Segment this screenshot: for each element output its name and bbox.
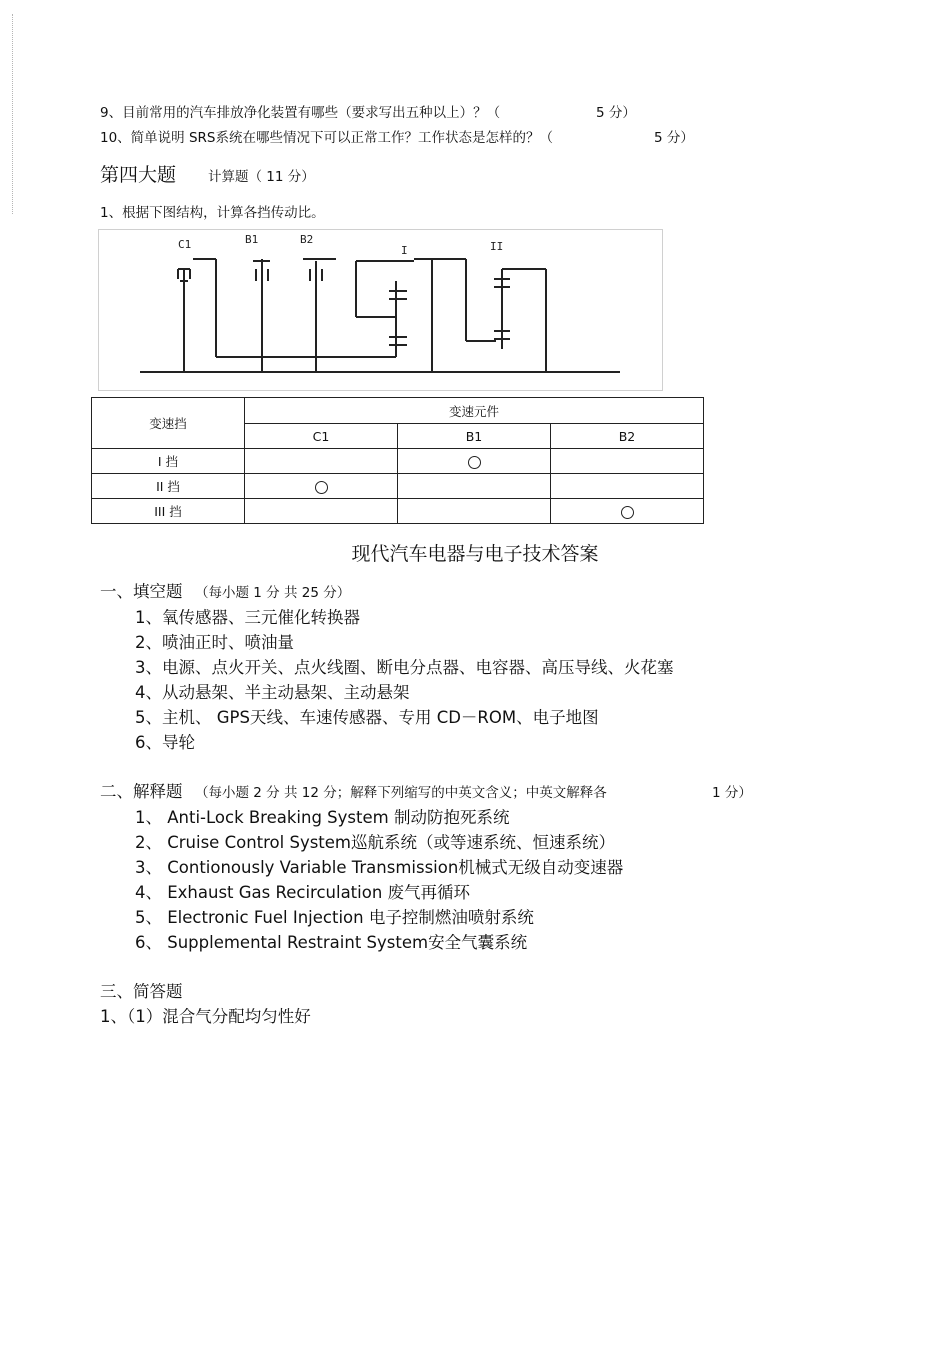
page-edge-line: [12, 14, 13, 214]
table-row: [92, 449, 704, 474]
table-row: [92, 474, 704, 499]
question-10-points: 5 分）: [654, 130, 694, 146]
list-item: 4、从动悬架、半主动悬架、主动悬架: [135, 683, 410, 702]
section4-question-1: 1、根据下图结构，计算各挡传动比。: [100, 205, 325, 221]
mark-cell: [551, 449, 704, 474]
question-10: 10、简单说明 SRS系统在哪些情况下可以正常工作？工作状态是怎样的？（: [100, 130, 553, 146]
diagram-label-i: I: [401, 244, 408, 257]
part2-note: （每小题 2 分 共 12 分；解释下列缩写的中英文含义；中英文解释各: [195, 785, 607, 801]
question-9-points: 5 分）: [596, 105, 636, 121]
diagram-label-b2: B2: [300, 233, 314, 246]
gear-label: III 挡: [92, 499, 245, 524]
col-header-b1: B1: [398, 424, 551, 449]
mark-cell: [398, 499, 551, 524]
list-item: 6、 Supplemental Restraint System安全气囊系统: [135, 933, 528, 952]
gear-label: II 挡: [92, 474, 245, 499]
mark-cell: [398, 474, 551, 499]
engaged-circle-icon: [315, 481, 328, 494]
col-header-b2: B2: [551, 424, 704, 449]
table-row: [92, 499, 704, 524]
mark-cell: [551, 499, 704, 524]
list-item: 4、 Exhaust Gas Recirculation 废气再循环: [135, 883, 471, 902]
diagram-label-c1: C1: [178, 238, 192, 251]
table-row-header: 变速挡: [92, 398, 245, 449]
part1-heading: 一、填空题: [100, 582, 183, 601]
list-item: 3、电源、点火开关、点火线圈、断电分点器、电容器、高压导线、火花塞: [135, 658, 674, 677]
gear-label: I 挡: [92, 449, 245, 474]
list-item: 1、 Anti-Lock Breaking System 制动防抱死系统: [135, 808, 510, 827]
list-item: 6、导轮: [135, 733, 195, 752]
answer-title: 现代汽车电器与电子技术答案: [351, 543, 599, 565]
question-9: 9、目前常用的汽车排放净化装置有哪些（要求写出五种以上）？（: [100, 105, 501, 121]
section4-title: 第四大题: [100, 164, 177, 186]
gear-table: [91, 397, 704, 524]
col-header-c1: C1: [245, 424, 398, 449]
mark-cell: [551, 474, 704, 499]
list-item: 2、 Cruise Control System巡航系统（或等速系统、恒速系统）: [135, 833, 615, 852]
part3-answer-1: 1、（1）混合气分配均匀性好: [100, 1007, 311, 1026]
section4-subtitle: 计算题（ 11 分）: [208, 169, 315, 185]
list-item: 5、主机、 GPS天线、车速传感器、专用 CD－ROM、电子地图: [135, 708, 599, 727]
part3-heading: 三、简答题: [100, 982, 183, 1001]
diagram-label-ii: II: [490, 240, 504, 253]
list-item: 3、 Contionously Variable Transmission机械式无级自动变速器: [135, 858, 624, 877]
list-item: 2、喷油正时、喷油量: [135, 633, 294, 652]
part1-note: （每小题 1 分 共 25 分）: [195, 585, 351, 601]
transmission-diagram: [98, 229, 664, 392]
mark-cell: [245, 499, 398, 524]
engaged-circle-icon: [621, 506, 634, 519]
table-group-header: 变速元件: [245, 398, 704, 424]
part2-note-points: 1 分）: [712, 785, 752, 801]
engaged-circle-icon: [468, 456, 481, 469]
list-item: 5、 Electronic Fuel Injection 电子控制燃油喷射系统: [135, 908, 534, 927]
mark-cell: [245, 474, 398, 499]
mark-cell: [245, 449, 398, 474]
part2-heading: 二、解释题: [100, 782, 183, 801]
diagram-label-b1: B1: [245, 233, 259, 246]
mark-cell: [398, 449, 551, 474]
list-item: 1、氧传感器、三元催化转换器: [135, 608, 360, 627]
